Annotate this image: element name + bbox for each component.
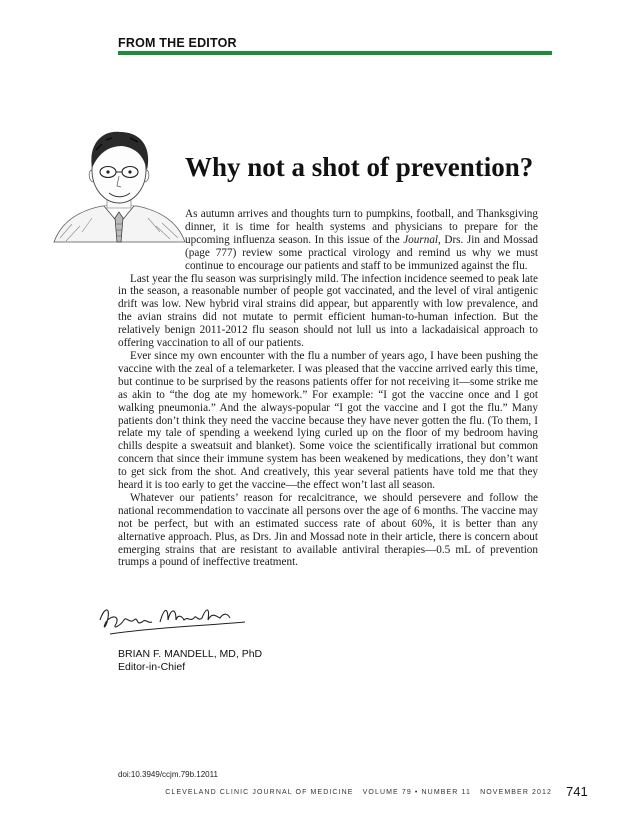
footer-journal: CLEVELAND CLINIC JOURNAL OF MEDICINE bbox=[165, 789, 354, 796]
footer-number: NUMBER 11 bbox=[421, 789, 471, 796]
author-name: BRIAN F. MANDELL, MD, PhD bbox=[118, 648, 263, 660]
paragraph-1-text-a: As autumn arrives and thoughts turn to pumpkins, football, and Thanksgiving dinner, it is time for health systems and physicians to prepare for the upcoming influenza season. In this issue of the bbox=[185, 208, 538, 246]
paragraph-1-text-b: , Drs. Jin and Mossad (page 777) review some practical virology and remind us why we must continue to encourage our patients and staff to be immunized against the flu. bbox=[185, 233, 538, 272]
paragraph-2: Last year the flu season was surprisingly mild. The infection incidence seemed to peak late in the season, a reasonable number of people got vaccinated, and the level of viral antigenic drift was low. New hybrid viral strains did appear, but apparently with low prevalence, and the avian strains did not mutate to permit efficient human-to-human infection. But the relatively benign 2011-2012 flu season should not lull us into a lackadaisical approach to offering vaccination to all of our patients. bbox=[118, 272, 538, 350]
portrait-wrap-spacer bbox=[118, 208, 185, 260]
article-title: Why not a shot of prevention? bbox=[185, 152, 534, 182]
author-role: Editor-in-Chief bbox=[118, 661, 186, 673]
footer-bullet: • bbox=[414, 789, 419, 796]
editor-signature bbox=[90, 598, 250, 643]
doi: doi:10.3949/ccjm.79b.12011 bbox=[118, 770, 218, 779]
journal-name: Journal bbox=[403, 233, 439, 246]
footer-date: NOVEMBER 2012 bbox=[480, 789, 552, 796]
footer-volume: VOLUME 79 bbox=[362, 789, 412, 796]
page-number: 741 bbox=[566, 784, 588, 799]
paragraph-4: Whatever our patients’ reason for recalcitrance, we should persevere and follow the national recommendation to vaccinate all persons over the age of 6 months. The vaccine may not be perfect, but with an estimated success rate of about 60%, it is better than any alternative approach. Plus, as Drs. Jin and Mossad note in their article, there is concern about emerging strains that are resistant to available antiviral therapies—0.5 mL of prevention trumps a pound of ineffective treatment. bbox=[118, 491, 538, 569]
paragraph-3: Ever since my own encounter with the flu a number of years ago, I have been pushing the vaccine with the zeal of a telemarketer. I was pleased that the vaccine arrived early this time, but continue to be surprised by the reasons patients offer for not receiving it—some strike me as akin to “the dog ate my homework.” For example: “I got the vaccine once and I got walking pneumonia.” And the always-popular “I got the vaccine and I got the flu.” Many patients don’t think they need the vaccine because they have never gotten the flu. (To them, I relate my tale of spending a weekend lying curled up on the floor of my bedroom having chills despite a sweatsuit and blanket). Some voice the scientifically irrational but common concern that since their immune system has been weakened by medications, they don’t want to get sick from the shot. And creatively, this year several patients have told me that they heard it is too early to get the vaccine—the effect won’t last all season. bbox=[118, 349, 538, 492]
section-label: FROM THE EDITOR bbox=[118, 36, 237, 50]
footer-running-head bbox=[165, 789, 552, 796]
article-body bbox=[118, 208, 538, 569]
section-rule bbox=[118, 51, 552, 55]
